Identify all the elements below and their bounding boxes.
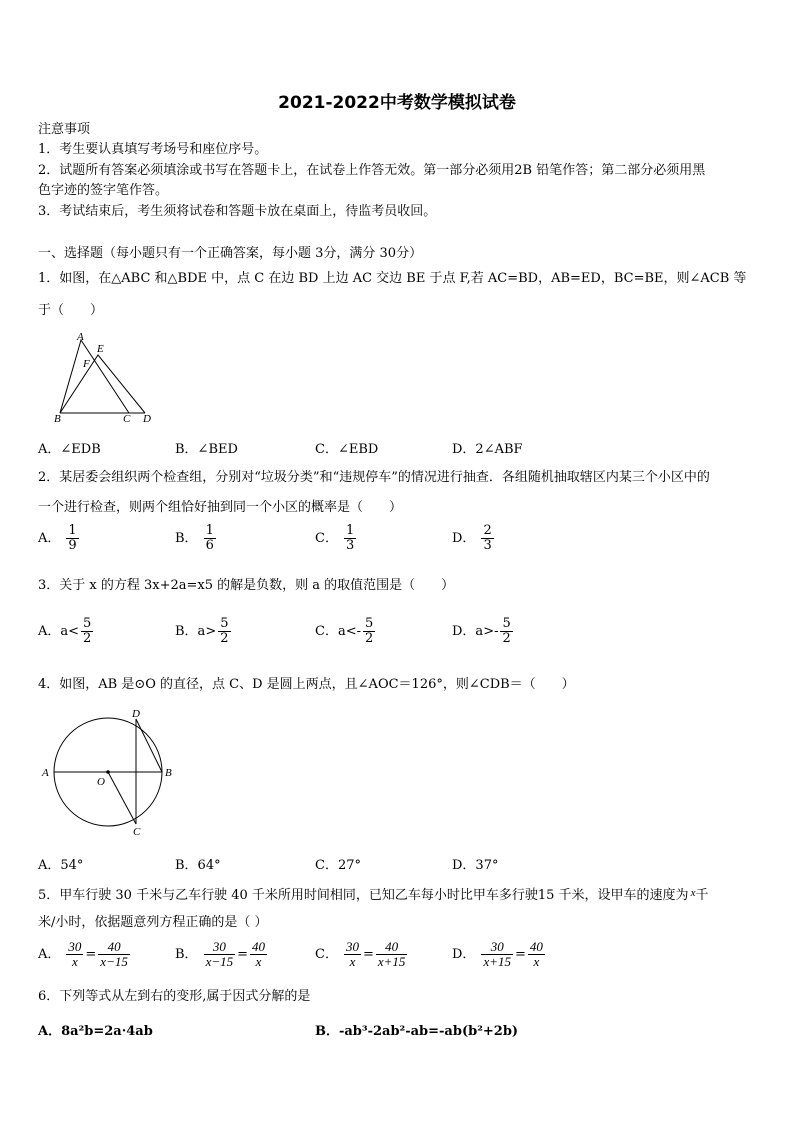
q1-option-c: C．∠EBD: [315, 442, 379, 457]
numerator: 40: [107, 939, 121, 954]
question-5-text: [38, 885, 708, 904]
numerator: 1: [68, 523, 77, 538]
numerator: 1: [205, 523, 214, 538]
denominator: 2: [83, 631, 92, 646]
q5-option-c: C． $\frac{30}{x}$ = $\frac{40}{x+15}$: [315, 939, 406, 969]
numerator: 5: [83, 616, 92, 631]
fraction: [218, 617, 230, 646]
fig4-label-d: D: [132, 708, 140, 720]
inequality-sign: >-: [483, 624, 499, 639]
inequality-sign: >: [205, 624, 217, 639]
option-label: A．: [38, 531, 61, 546]
option-label: B．a: [175, 624, 206, 639]
question-6-text: 6．下列等式从左到右的变形,属于因式分解的是: [38, 989, 311, 1004]
option-label: C．a: [315, 624, 346, 639]
section-heading: 一、选择题（每小题只有一个正确答案，每小题 3分，满分 30分）: [38, 246, 423, 261]
fig1-label-f: F: [83, 358, 90, 370]
option-label: A．a: [38, 624, 69, 639]
notes-item: 3．考试结束后，考生须将试卷和答题卡放在桌面上，待监考员收回。: [38, 204, 437, 219]
fig1-label-d: D: [143, 413, 151, 425]
numerator: 30: [345, 939, 359, 954]
fig4-label-b: B: [165, 767, 172, 779]
q5-option-d: D． $\frac{30}{x+15}$ = $\frac{40}{x}$: [452, 939, 543, 969]
fraction-left: [204, 940, 236, 969]
question-1-text: 1．如图，在△ABC 和△BDE 中，点 C 在边 BD 上边 AC 交边 BE 于点 F,若 AC=BD，AB=ED，BC=BE，则∠ACB 等: [38, 271, 747, 286]
inequality-sign: <: [68, 624, 80, 639]
q3-option-a: [38, 617, 93, 646]
denominator: x: [255, 954, 262, 969]
fig1-label-c: C: [123, 413, 131, 425]
fraction: [481, 524, 493, 553]
q5-option-b: B． $\frac{30}{x-15}$ = $\frac{40}{x}$: [175, 939, 266, 969]
numerator: 2: [483, 523, 492, 538]
question-4-text: 4．如图，AB 是⊙O 的直径，点 C、D 是圆上两点，且∠AOC＝126°，则∠CDB＝（ ）: [38, 677, 575, 692]
option-label: C．: [315, 947, 338, 962]
question-5-body: 5．甲车行驶 30 千米与乙车行驶 40 千米所用时间相同，已知乙车每小时比甲车多行驶15 千米，设甲车的速度为: [38, 888, 689, 903]
fraction: [363, 617, 375, 646]
numerator: 5: [220, 616, 229, 631]
fig4-label-a: A: [42, 767, 49, 779]
q1-option-d: D．2∠ABF: [452, 442, 523, 457]
option-label: A．: [38, 947, 61, 962]
fraction: [66, 524, 78, 553]
denominator: x+15: [377, 954, 406, 969]
numerator: 5: [502, 616, 511, 631]
fraction: [344, 524, 356, 553]
denominator: 2: [502, 631, 511, 646]
q4-option-a: A．54°: [38, 858, 84, 873]
fraction-left: [66, 940, 83, 969]
fig1-label-e: E: [97, 343, 104, 355]
option-label: B．: [175, 531, 198, 546]
fraction: [81, 617, 93, 646]
page-title: 2021-2022中考数学模拟试卷: [278, 93, 516, 113]
denominator: x−15: [205, 954, 234, 969]
numerator: 30: [490, 939, 504, 954]
fig4-label-o: O: [97, 776, 105, 788]
question-2-text-cont: 一个进行检查，则两个组恰好抽到同一个小区的概率是（ ）: [38, 500, 403, 515]
denominator: 2: [365, 631, 374, 646]
denominator: 2: [220, 631, 229, 646]
denominator: x: [72, 954, 78, 969]
q3-option-b: [175, 617, 231, 646]
fraction-left: [481, 940, 513, 969]
numerator: 1: [345, 523, 355, 538]
fraction-right: [528, 940, 545, 969]
numerator: 40: [529, 939, 543, 954]
q2-option-c: [315, 524, 356, 553]
notes-item: 1．考生要认真填写考场号和座位序号。: [38, 142, 268, 157]
notes-item: 2．试题所有答案必须填涂或书写在答题卡上，在试卷上作答无效。第一部分必须用2B 铅笔作答；第二部分必须用黑: [38, 163, 706, 178]
option-label: D．a: [452, 624, 484, 639]
question-3-text: 3．关于 x 的方程 3x+2a=x5 的解是负数，则 a 的取值范围是（ ）: [38, 578, 455, 593]
q6-option-a: A．8a²b=2a·4ab: [38, 1024, 153, 1039]
denominator: 9: [68, 538, 77, 553]
fraction: [500, 617, 512, 646]
numerator: 40: [385, 939, 399, 954]
q4-option-c: C．27°: [315, 858, 361, 873]
circle-figure: [38, 708, 183, 840]
denominator: 6: [205, 538, 214, 553]
question-1-text-cont: 于（ ）: [38, 303, 104, 318]
triangle-figure: [50, 328, 160, 426]
q4-option-b: B．64°: [175, 858, 221, 873]
q2-option-b: [175, 524, 216, 553]
denominator: 3: [483, 538, 492, 553]
question-5-body-end: 千: [695, 888, 709, 903]
notes-item: 色字迹的签字笔作答。: [38, 183, 169, 198]
fraction-right: [250, 940, 267, 969]
fraction-right: [98, 940, 130, 969]
numerator: 30: [212, 939, 226, 954]
q2-option-a: [38, 524, 79, 553]
fig1-label-a: A: [77, 331, 84, 343]
question-2-text: 2．某居委会组织两个检查组，分别对“垃圾分类”和“违规停车”的情况进行抽查．各组随机抽取辖区内某三个小区中的: [38, 470, 710, 485]
option-label: D．: [452, 531, 476, 546]
numerator: 5: [365, 616, 374, 631]
q6-option-b: B．-ab³-2ab²-ab=-ab(b²+2b): [315, 1024, 519, 1039]
notes-heading: 注意事项: [38, 122, 91, 137]
fraction-left: [344, 940, 361, 969]
option-label: C．: [315, 531, 338, 546]
denominator: 3: [345, 538, 355, 553]
variable-x: x: [690, 887, 696, 899]
denominator: x: [349, 954, 356, 969]
q4-option-d: D．37°: [452, 858, 499, 873]
inequality-sign: <-: [345, 624, 361, 639]
numerator: 30: [68, 939, 82, 954]
numerator: 40: [252, 939, 266, 954]
fig1-label-b: B: [54, 413, 61, 425]
denominator: x: [533, 954, 540, 969]
option-label: B．: [175, 947, 198, 962]
option-label: D．: [452, 947, 476, 962]
fraction-right: [376, 940, 408, 969]
q2-option-d: [452, 524, 494, 553]
q5-option-a: A． $\frac{30}{x}$ = $\frac{40}{x-15}$: [38, 939, 128, 969]
denominator: x+15: [483, 954, 511, 969]
fig4-label-c: C: [133, 826, 141, 838]
q1-option-b: B．∠BED: [175, 442, 238, 457]
q1-option-a: A．∠EDB: [38, 442, 101, 457]
q3-option-d: [452, 617, 513, 646]
q3-option-c: [315, 617, 375, 646]
denominator: x−15: [100, 954, 128, 969]
question-5-text-cont: 米/小时，依据题意列方程正确的是（ ）: [38, 915, 268, 930]
fraction: [204, 524, 216, 553]
